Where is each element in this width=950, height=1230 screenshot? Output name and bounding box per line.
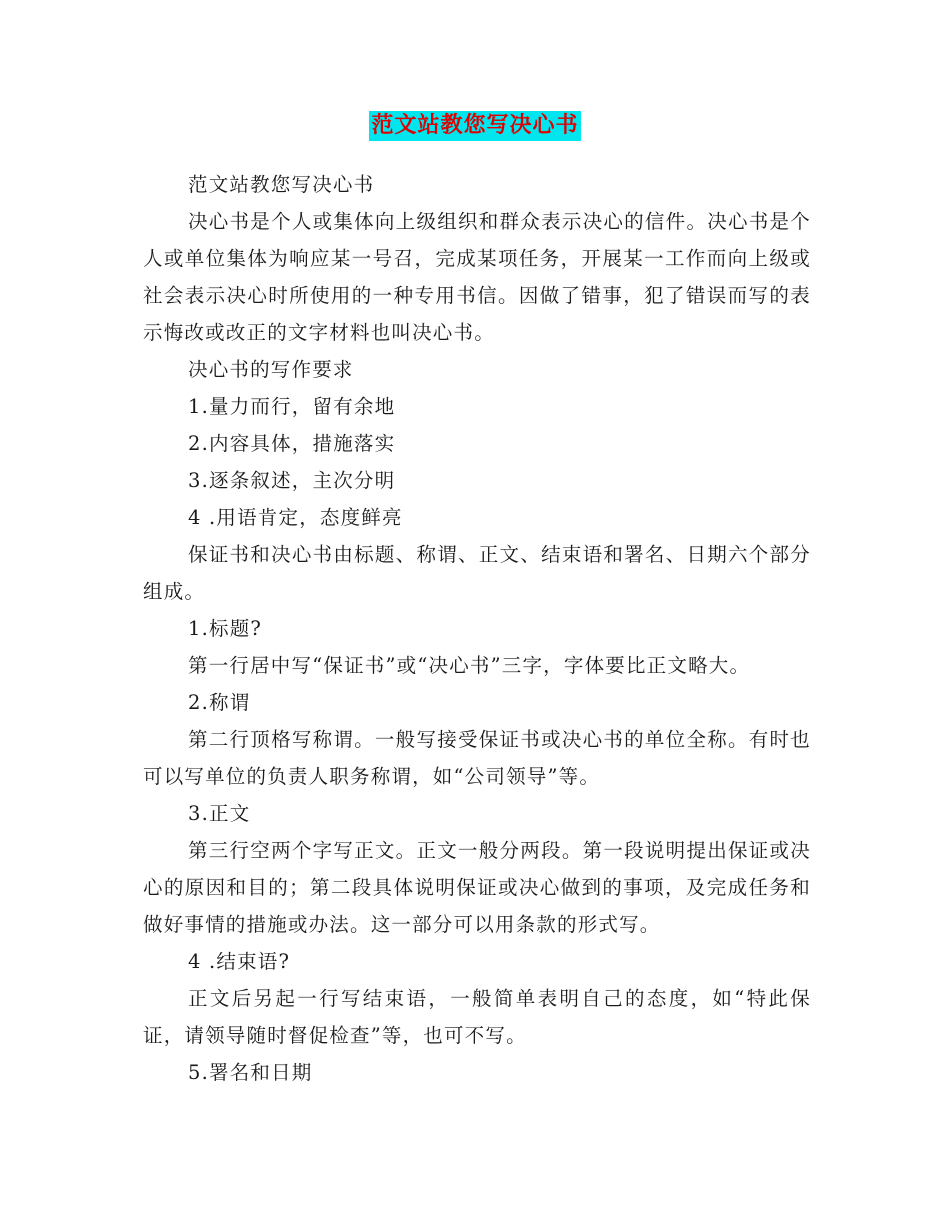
document-title: 范文站教您写决心书 (369, 111, 580, 141)
paragraph-structure: 保证书和决心书由标题、称谓、正文、结束语和署名、日期六个部分组成。 (143, 543, 811, 603)
paragraph-salutation-detail: 第二行顶格写称谓。一般写接受保证书或决心书的单位全称。有时也可以写单位的负责人职务称谓，如“公司领导”等。 (143, 728, 811, 788)
paragraph-requirement-2: 2.内容具体，措施落实 (188, 432, 396, 455)
paragraph-body-heading: 3.正文 (188, 802, 251, 825)
paragraph-closing-detail: 正文后另起一行写结束语，一般简单表明自己的态度，如“特此保证，请领导随时督促检查”等，也可不写。 (143, 987, 811, 1047)
paragraph-title-detail: 第一行居中写“保证书”或“决心书”三字，字体要比正文略大。 (188, 654, 751, 677)
paragraph-requirement-4: 4 .用语肯定，态度鲜亮 (188, 506, 403, 529)
paragraph-subtitle: 范文站教您写决心书 (188, 173, 375, 196)
paragraph-requirement-1: 1.量力而行，留有余地 (188, 395, 396, 418)
paragraph-closing-heading: 4 .结束语? (188, 950, 291, 973)
document-body (143, 166, 811, 1091)
title-container (0, 111, 950, 141)
paragraph-body-detail: 第三行空两个字写正文。正文一般分两段。第一段说明提出保证或决心的原因和目的；第二段具体说明保证或决心做到的事项，及完成任务和做好事情的措施或办法。这一部分可以用条款的形式写。 (143, 839, 811, 936)
paragraph-requirement-3: 3.逐条叙述，主次分明 (188, 469, 396, 492)
paragraph-salutation-heading: 2.称谓 (188, 691, 251, 714)
paragraph-title-heading: 1.标题? (188, 617, 263, 640)
paragraph-signature-heading: 5.署名和日期 (188, 1061, 313, 1084)
paragraph-requirements-heading: 决心书的写作要求 (188, 358, 354, 381)
paragraph-definition: 决心书是个人或集体向上级组织和群众表示决心的信件。决心书是个人或单位集体为响应某一号召，完成某项任务，开展某一工作而向上级或社会表示决心时所使用的一种专用书信。因做了错事，犯了错误而写的表示悔改或改正的文字材料也叫决心书。 (143, 210, 811, 344)
